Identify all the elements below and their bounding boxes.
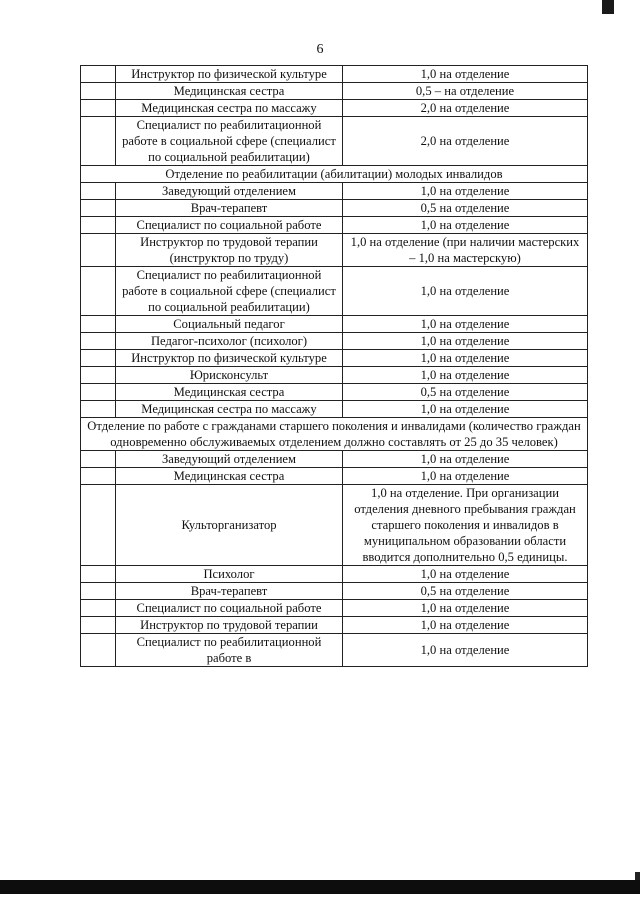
table-row: [81, 583, 588, 600]
norm-cell: 2,0 на отделение: [343, 100, 588, 117]
norm-cell: 1,0 на отделение: [343, 617, 588, 634]
empty-number-cell: [81, 600, 116, 617]
scan-bottom-border: [0, 880, 640, 894]
table-row: [81, 200, 588, 217]
table-row: [81, 367, 588, 384]
position-cell: Заведующий отделением: [116, 451, 343, 468]
table-row: [81, 66, 588, 83]
norm-cell: 1,0 на отделение: [343, 267, 588, 316]
empty-number-cell: [81, 316, 116, 333]
table-row: [81, 234, 588, 267]
empty-number-cell: [81, 566, 116, 583]
staff-table-body: [81, 66, 588, 667]
norm-cell: 1,0 на отделение: [343, 566, 588, 583]
table-row: [81, 316, 588, 333]
norm-cell: 0,5 – на отделение: [343, 83, 588, 100]
section-title: Отделение по работе с гражданами старшего поколения и инвалидами (количество граждан одновременно обслуживаемых отделением должно составлять от 25 до 35 человек): [81, 418, 588, 451]
norm-cell: 1,0 на отделение: [343, 333, 588, 350]
norm-cell: 1,0 на отделение: [343, 367, 588, 384]
section-header-row: [81, 418, 588, 451]
norm-cell: 1,0 на отделение: [343, 401, 588, 418]
table-row: [81, 468, 588, 485]
position-cell: Специалист по реабилитационной работе в социальной сфере (специалист по социальной реабилитации): [116, 117, 343, 166]
empty-number-cell: [81, 367, 116, 384]
norm-cell: 1,0 на отделение: [343, 468, 588, 485]
position-cell: Инструктор по трудовой терапии (инструктор по труду): [116, 234, 343, 267]
position-cell: Социальный педагог: [116, 316, 343, 333]
table-row: [81, 566, 588, 583]
table-row: [81, 267, 588, 316]
position-cell: Врач-терапевт: [116, 200, 343, 217]
section-header-row: [81, 166, 588, 183]
position-cell: Специалист по реабилитационной работе в: [116, 634, 343, 667]
table-row: [81, 634, 588, 667]
norm-cell: 0,5 на отделение: [343, 200, 588, 217]
table-row: [81, 617, 588, 634]
position-cell: Медицинская сестра: [116, 83, 343, 100]
empty-number-cell: [81, 183, 116, 200]
position-cell: Психолог: [116, 566, 343, 583]
position-cell: Заведующий отделением: [116, 183, 343, 200]
empty-number-cell: [81, 485, 116, 566]
table-row: [81, 100, 588, 117]
position-cell: Медицинская сестра по массажу: [116, 100, 343, 117]
empty-number-cell: [81, 350, 116, 367]
empty-number-cell: [81, 234, 116, 267]
empty-number-cell: [81, 634, 116, 667]
table-row: [81, 350, 588, 367]
norm-cell: 1,0 на отделение: [343, 451, 588, 468]
norm-cell: 1,0 на отделение: [343, 66, 588, 83]
position-cell: Юрисконсульт: [116, 367, 343, 384]
empty-number-cell: [81, 200, 116, 217]
empty-number-cell: [81, 451, 116, 468]
position-cell: Педагог-психолог (психолог): [116, 333, 343, 350]
section-title: Отделение по реабилитации (абилитации) молодых инвалидов: [81, 166, 588, 183]
table-row: [81, 600, 588, 617]
norm-cell: 1,0 на отделение. При организации отделения дневного пребывания граждан старшего поколения и инвалидов в муниципальном образовании области вводится дополнительно 0,5 единицы.: [343, 485, 588, 566]
table-row: [81, 451, 588, 468]
empty-number-cell: [81, 468, 116, 485]
norm-cell: 0,5 на отделение: [343, 384, 588, 401]
empty-number-cell: [81, 267, 116, 316]
norm-cell: 1,0 на отделение (при наличии мастерских – 1,0 на мастерскую): [343, 234, 588, 267]
empty-number-cell: [81, 100, 116, 117]
empty-number-cell: [81, 583, 116, 600]
norm-cell: 1,0 на отделение: [343, 183, 588, 200]
position-cell: Специалист по реабилитационной работе в социальной сфере (специалист по социальной реабилитации): [116, 267, 343, 316]
position-cell: Культорганизатор: [116, 485, 343, 566]
table-row: [81, 401, 588, 418]
empty-number-cell: [81, 66, 116, 83]
position-cell: Инструктор по физической культуре: [116, 350, 343, 367]
position-cell: Медицинская сестра: [116, 468, 343, 485]
page-number: 6: [316, 42, 324, 57]
norm-cell: 1,0 на отделение: [343, 316, 588, 333]
staff-table: [80, 65, 588, 667]
table-row: [81, 183, 588, 200]
position-cell: Медицинская сестра по массажу: [116, 401, 343, 418]
table-row: [81, 217, 588, 234]
position-cell: Специалист по социальной работе: [116, 217, 343, 234]
norm-cell: 2,0 на отделение: [343, 117, 588, 166]
empty-number-cell: [81, 117, 116, 166]
scan-edge-mark: [602, 0, 614, 14]
empty-number-cell: [81, 617, 116, 634]
empty-number-cell: [81, 384, 116, 401]
position-cell: Инструктор по трудовой терапии: [116, 617, 343, 634]
table-row: [81, 384, 588, 401]
position-cell: Специалист по социальной работе: [116, 600, 343, 617]
empty-number-cell: [81, 333, 116, 350]
norm-cell: 1,0 на отделение: [343, 217, 588, 234]
empty-number-cell: [81, 83, 116, 100]
norm-cell: 1,0 на отделение: [343, 634, 588, 667]
position-cell: Инструктор по физической культуре: [116, 66, 343, 83]
norm-cell: 0,5 на отделение: [343, 583, 588, 600]
table-row: [81, 333, 588, 350]
table-row: [81, 485, 588, 566]
position-cell: Врач-терапевт: [116, 583, 343, 600]
empty-number-cell: [81, 217, 116, 234]
empty-number-cell: [81, 401, 116, 418]
position-cell: Медицинская сестра: [116, 384, 343, 401]
table-row: [81, 117, 588, 166]
norm-cell: 1,0 на отделение: [343, 350, 588, 367]
norm-cell: 1,0 на отделение: [343, 600, 588, 617]
table-row: [81, 83, 588, 100]
